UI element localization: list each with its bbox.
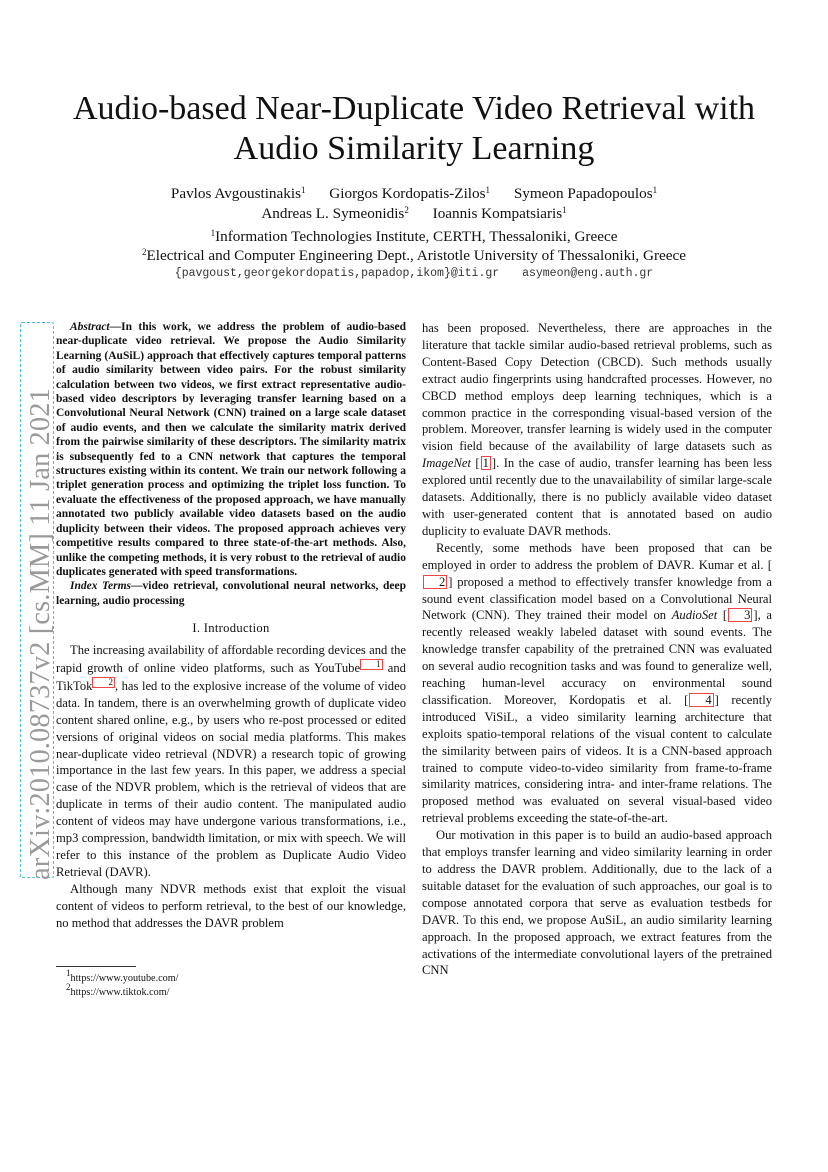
affiliation: $^1$Information Technologies Institute, CERTH, Thessaloniki, Greece <box>210 228 618 245</box>
email-list <box>60 266 768 282</box>
citation-link[interactable]: 3 <box>728 608 752 622</box>
paper-title: Audio-based Near-Duplicate Video Retrieval with Audio Similarity Learning <box>72 89 756 167</box>
author-list <box>60 184 768 224</box>
citation-link[interactable]: 2 <box>423 575 447 589</box>
email: {pavgoust,georgekordopatis,papadop,ikom}@iti.gr <box>174 267 500 280</box>
arxiv-identifier: arXiv:2010.08737v2 [cs.MM] 11 Jan 2021 <box>25 388 56 880</box>
author: Symeon Papadopoulos$^1$ <box>513 185 658 202</box>
arxiv-watermark <box>18 320 56 880</box>
email: asymeon@eng.auth.gr <box>522 267 654 280</box>
paragraph: Although many NDVR methods exist that exploit the visual content of videos to perform retrieval, to the best of our knowledge, no method that addresses the DAVR problem <box>56 881 406 930</box>
left-column <box>56 320 406 932</box>
citation-link[interactable]: 4 <box>689 693 713 707</box>
footnote: $^1$https://www.youtube.com/ <box>66 968 179 984</box>
footnote-link[interactable]: 1 <box>360 659 383 670</box>
footnote-link[interactable]: 2 <box>92 677 115 688</box>
paragraph: The increasing availability of affordable recording devices and the rapid growth of online video platforms, such as YouTube 1 and TikTok 2 , has led to the explosive increase of the volume of video data. In tandem, there is an overwhelming growth of duplicate video content shared online, e.g., by users who re-post processed or edited versions of original videos on social media platforms. This makes near-duplicate video retrieval (NDVR) a research topic of growing importance in the last few years. In this paper, we address a special case of the NDVR problem, which is the retrieval of videos that are duplicate in terms of their audio content. The manipulated audio content of videos may have undergone various transformations, i.e., mp3 compression, bandwidth limitation, or mix with speech. We will refer to this instance of the problem as Duplicate Audio Video Retrieval (DAVR). <box>56 643 406 879</box>
affiliation-list <box>60 227 768 265</box>
footnotes <box>56 968 406 1000</box>
right-column <box>422 320 772 979</box>
paragraph: Recently, some methods have been proposed that can be employed in order to address the problem of DAVR. Kumar et al. [2 ] proposed a method to effectively transfer knowledge from a sound event classification model based on a Convolutional Neural Network (CNN). They trained their model on AudioSet [ 3 ], a recently released weakly labeled dataset with sound events. The knowledge transfer capability of the pretrained CNN was evaluated on several audio recognition tasks and was found to generalize well, reaching human-level accuracy on environmental sound classification. Moreover, Kordopatis et al. [ 4 ] recently introduced ViSiL, a video similarity learning architecture that exploits spatio-temporal relations of the visual content to calculate the similarity between pairs of videos. It is a CNN-based approach trained to compute video-to-video similarity from frame-to-frame similarity matrices, considering intra- and inter-frame relations. The proposed method was evaluated on several visual-based video retrieval problems exceeding the state-of-the-art. <box>422 540 773 826</box>
section-heading: I. Introduction <box>192 621 270 636</box>
author: Ioannis Kompatsiaris$^1$ <box>432 205 567 222</box>
author: Andreas L. Symeonidis$^2$ <box>261 205 409 222</box>
author: Pavlos Avgoustinakis$^1$ <box>170 185 306 202</box>
index-terms: Index Terms—video retrieval, convolutional neural networks, deep learning, audio processing <box>56 580 406 607</box>
paragraph: has been proposed. Nevertheless, there are approaches in the literature that tackle similar audio-based retrieval problems, such as Content-Based Copy Detection (CBCD). Such methods usually extract audio fingerprints using handcrafted processes. However, no CBCD method employs deep learning techniques, which is a common practice in the corresponding visual-based version of the problem. Moreover, transfer learning is widely used in the computer vision field because of the availability of large datasets such as ImageNet [ 1 ]. In the case of audio, transfer learning has been less explored until recently due to the unavailability of similar large-scale datasets. Additionally, there is no publicly available video dataset with user-generated content that is annotated based on audio duplicity to evaluate DAVR methods. <box>422 321 773 538</box>
footnote: $^2$https://www.tiktok.com/ <box>66 982 170 998</box>
author: Giorgos Kordopatis-Zilos$^1$ <box>329 185 491 202</box>
footnote-divider <box>56 966 136 967</box>
citation-link[interactable]: 1 <box>482 456 489 471</box>
paragraph: Our motivation in this paper is to build an audio-based approach that employs transfer learning and video similarity learning in order to address the DAVR problem. Additionally, due to the lack of a suitable dataset for the evaluation of such approaches, our goal is to compose annotated corpora that serve as evaluation testbeds for DAVR. To this end, we propose AuSiL, an audio similarity learning approach. In the proposed approach, we extract features from the activations of the intermediate convolutional layers of the pretrained CNN <box>422 828 772 978</box>
affiliation: $^2$Electrical and Computer Engineering Dept., Aristotle University of Thessaloniki, Greece <box>141 247 687 264</box>
abstract: Abstract—In this work, we address the problem of audio-based near-duplicate video retrieval. We propose the Audio Similarity Learning (AuSiL) approach that effectively captures temporal patterns of audio similarity between video pairs. For the robust similarity calculation between two videos, we first extract representative audio-based video descriptors by leveraging transfer learning based on a Convolutional Neural Network (CNN) trained on a large scale dataset of audio events, and then we calculate the similarity matrix derived from the pairwise similarity of these descriptors. The similarity matrix is subsequently fed to a CNN network that captures the temporal structures existing within its content. We train our network following a triplet generation process and optimizing the triplet loss function. To evaluate the effectiveness of the proposed approach, we have manually annotated two publicly available video datasets based on the audio duplicity between their videos. The proposed approach achieves very competitive results compared to three state-of-the-art methods. Also, unlike the competing methods, it is very robust to the retrieval of audio duplicates generated with speed transformations. <box>56 321 406 578</box>
